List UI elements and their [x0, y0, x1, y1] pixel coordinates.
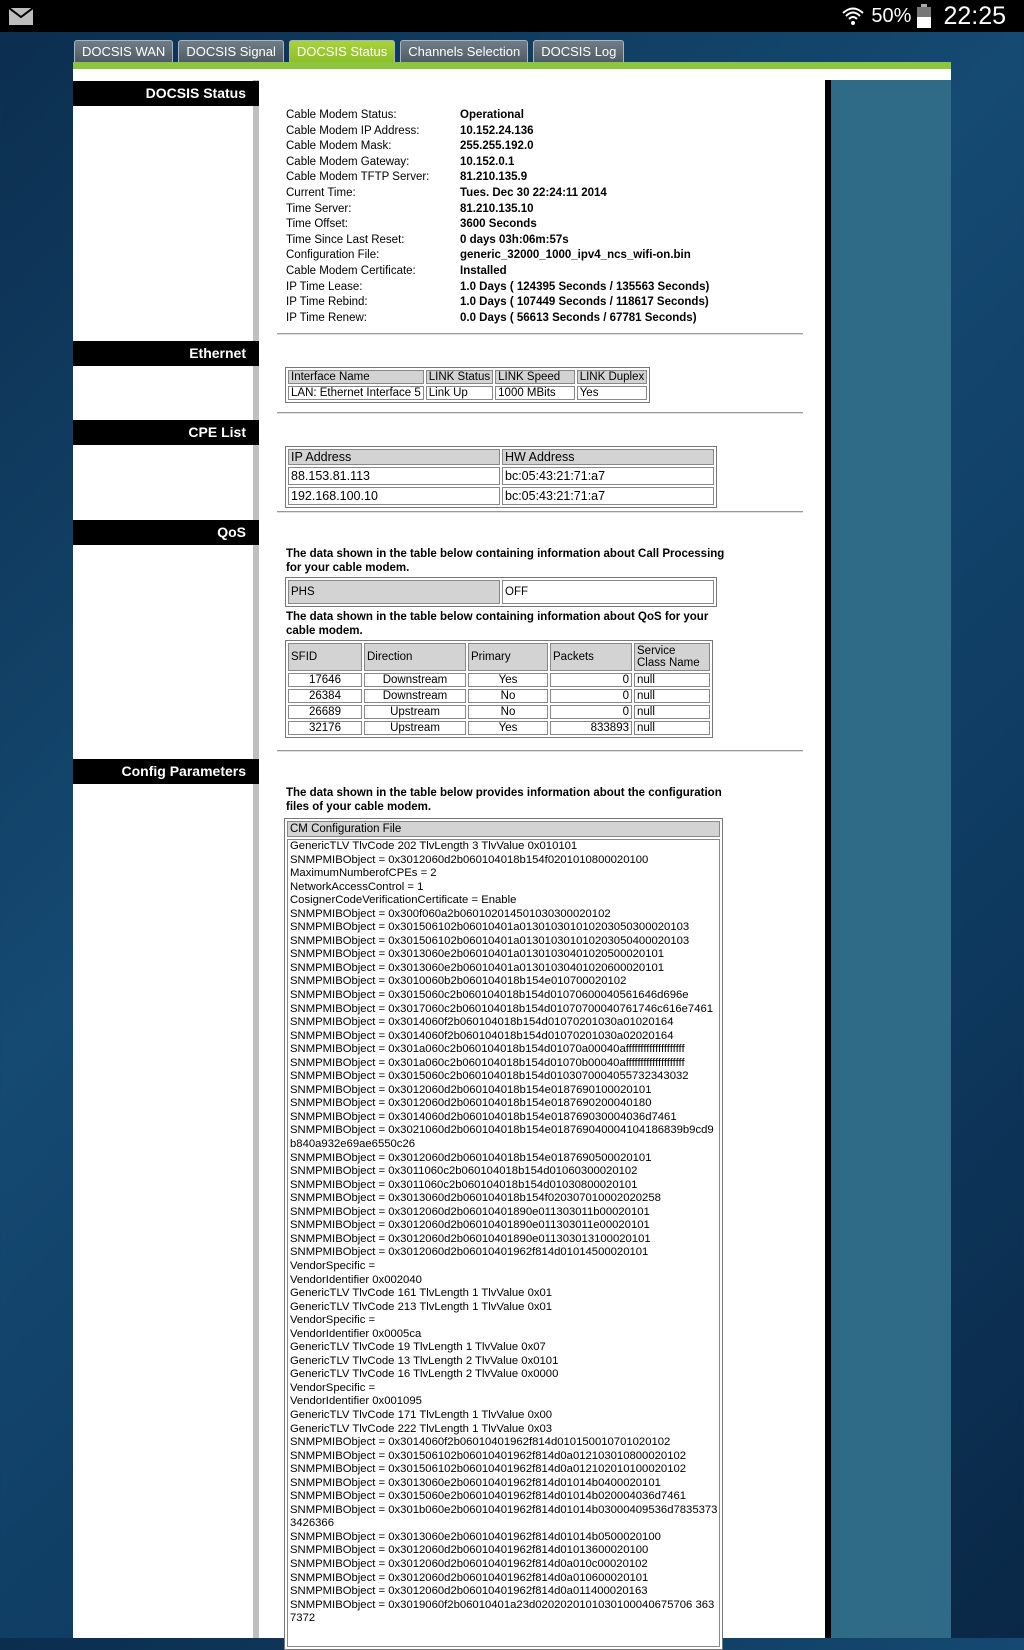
- config-line: GenericTLV TlvCode 16 TlvLength 2 TlvValue 0x0000: [290, 1368, 559, 1381]
- status-value: Installed: [460, 264, 507, 277]
- table-cell: Downstream: [364, 689, 466, 703]
- table-cell: 192.168.100.10: [288, 487, 500, 505]
- status-value: 81.210.135.10: [460, 202, 534, 215]
- status-key: Cable Modem Status:: [286, 109, 397, 121]
- config-table: [284, 818, 723, 1650]
- table-cell: null: [634, 673, 710, 687]
- status-key: IP Time Lease:: [286, 280, 363, 293]
- config-line: VendorSpecific =: [290, 1314, 376, 1327]
- battery-icon: [917, 4, 931, 28]
- table-row: [288, 467, 714, 485]
- status-value: 10.152.0.1: [460, 155, 515, 168]
- config-line: SNMPMIBObject = 0x3014060d2b060104018b154e0187690300040​36d7461: [290, 1110, 677, 1123]
- config-line: VendorIdentifier 0x0005ca: [290, 1327, 422, 1340]
- tab-docsis-wan[interactable]: DOCSIS WAN: [74, 40, 173, 63]
- qos-table: [285, 640, 713, 738]
- config-file-contents: [287, 839, 720, 1647]
- config-line: SNMPMIBObject = 0x301506102b06010401a01301030101020305030002010​3: [290, 921, 690, 934]
- status-key: Cable Modem Mask:: [286, 140, 392, 153]
- status-value: 0.0 Days ( 56613 Seconds / 67781 Seconds): [460, 311, 697, 324]
- config-line: SNMPMIBObject = 0x3013060e2b06010401a0130103040102060002010​1: [290, 961, 665, 974]
- config-line: SNMPMIBObject = 0x3015060e2b06010401962f814d01014b020004036d7461: [290, 1490, 687, 1503]
- config-line: SNMPMIBObject = 0x3012060d2b06010401890e011303013100020101: [290, 1232, 651, 1245]
- config-line: SNMPMIBObject = 0x3012060d2b060104018b154e0187690100020101: [290, 1083, 652, 1096]
- config-line: SNMPMIBObject = 0x301506102b06010401a01301030101020305040002010​3: [290, 934, 690, 947]
- table-cell: Yes: [577, 386, 648, 400]
- config-line: SNMPMIBObject = 0x3012060d2b06010401962f814d0a010c00020102: [290, 1557, 648, 1570]
- config-line: GenericTLV TlvCode 202 TlvLength 3 TlvValue 0x010101: [290, 840, 578, 852]
- section-label-config: Config Parameters: [73, 759, 253, 784]
- table-cell: bc:05:43:21:71:a7: [502, 467, 714, 485]
- config-line: SNMPMIBObject = 0x3011060c2b060104018b154d01030800020101: [290, 1178, 638, 1191]
- status-key: Time Offset:: [286, 218, 348, 231]
- table-cell: Yes: [468, 673, 548, 687]
- status-row: [286, 155, 709, 171]
- status-value: Tues. Dec 30 22:24:11 2014: [460, 186, 607, 199]
- left-panel: [73, 80, 253, 1638]
- table-cell: 0: [550, 705, 632, 719]
- phs-table: [285, 577, 717, 607]
- config-line: CosignerCodeVerificationCertificate = Enable: [290, 894, 517, 907]
- config-line: SNMPMIBObject = 0x3019060f2b06010401a23d0202020101030100040675706 3637372: [290, 1598, 715, 1625]
- table-header: SFID: [288, 643, 362, 671]
- table-row: [288, 673, 710, 687]
- config-line: NetworkAccessControl = 1: [290, 880, 424, 893]
- status-row: [286, 186, 709, 202]
- table-header: Interface Name: [288, 370, 424, 384]
- tab-underline: [73, 62, 951, 69]
- config-line: SNMPMIBObject = 0x3012060d2b06010401962f814d0a010600020101: [290, 1571, 649, 1584]
- table-header: Direction: [364, 643, 466, 671]
- section-label-cpe-list: CPE List: [73, 420, 253, 445]
- table-cell: null: [634, 721, 710, 735]
- status-row: [286, 124, 709, 140]
- table-header: Primary: [468, 643, 548, 671]
- status-key: Time Server:: [286, 202, 352, 215]
- status-value: 1.0 Days ( 107449 Seconds / 118617 Seconds): [460, 296, 709, 309]
- status-list: [286, 108, 709, 326]
- table-row: [288, 721, 710, 735]
- config-line: SNMPMIBObject = 0x3014060f2b06010401962f814d010150010701020102: [290, 1436, 671, 1449]
- divider: [277, 412, 803, 414]
- table-cell: 88.153.81.113: [288, 467, 500, 485]
- mail-icon: [9, 8, 33, 25]
- config-line: SNMPMIBObject = 0x3015060c2b060104018b154d01070600040561646d696e: [290, 989, 689, 1002]
- table-cell: Downstream: [364, 673, 466, 687]
- table-cell: No: [468, 705, 548, 719]
- status-value: generic_32000_1000_ipv4_ncs_wifi-on.bin: [460, 249, 691, 262]
- clock: 22:25: [943, 1, 1006, 30]
- table-row: [288, 487, 714, 505]
- config-line: GenericTLV TlvCode 13 TlvLength 2 TlvValue 0x0101: [290, 1354, 559, 1367]
- config-line: VendorSpecific =: [290, 1259, 376, 1272]
- status-value: 0 days 03h:06m:57s: [460, 233, 569, 246]
- config-line: GenericTLV TlvCode 19 TlvLength 1 TlvValue 0x07: [290, 1341, 546, 1354]
- table-cell: No: [468, 689, 548, 703]
- phs-label: PHS: [288, 580, 500, 604]
- table-cell: Yes: [468, 721, 548, 735]
- table-cell: Link Up: [426, 386, 493, 400]
- table-cell: 0: [550, 673, 632, 687]
- ethernet-table: [285, 367, 650, 403]
- config-line: SNMPMIBObject = 0x301506102b06010401962f814d0a0121020101000201​02: [290, 1463, 687, 1476]
- table-row: [288, 705, 710, 719]
- config-line: SNMPMIBObject = 0x3012060d2b06010401962f814d01014500020101: [290, 1246, 649, 1259]
- config-line: SNMPMIBObject = 0x3013060d2b060104018b154f020307010002020258: [290, 1192, 661, 1205]
- table-cell: Upstream: [364, 705, 466, 719]
- status-row: [286, 170, 709, 186]
- config-line: VendorIdentifier 0x001095: [290, 1395, 422, 1408]
- config-line: GenericTLV TlvCode 222 TlvLength 1 TlvValue 0x03: [290, 1422, 553, 1435]
- cpe-table: [285, 446, 717, 508]
- status-row: [286, 108, 709, 124]
- tab-bar: [74, 40, 624, 63]
- status-row: [286, 233, 709, 249]
- config-line: SNMPMIBObject = 0x300f060a2b06010201450103030002010​2: [290, 907, 611, 920]
- status-key: Cable Modem IP Address:: [286, 124, 420, 137]
- config-line: VendorSpecific =: [290, 1381, 376, 1394]
- status-key: Cable Modem Certificate:: [286, 264, 416, 277]
- status-row: [286, 248, 709, 264]
- config-line: SNMPMIBObject = 0x301a060c2b060104018b154d01070a00040affffffffffffffffffff: [290, 1043, 685, 1056]
- tab-channels-selection[interactable]: Channels Selection: [400, 40, 528, 63]
- config-line: SNMPMIBObject = 0x3012060d2b060104018b154e0187690500020101: [290, 1151, 652, 1164]
- status-key: Cable Modem TFTP Server:: [286, 171, 430, 184]
- config-line: SNMPMIBObject = 0x3015060c2b060104018b154d01030700040557323430​32: [290, 1070, 689, 1083]
- table-cell: 0: [550, 689, 632, 703]
- status-key: Configuration File:: [286, 249, 380, 262]
- config-line: SNMPMIBObject = 0x301a060c2b060104018b154d01070b00040affffffffffffffffffff: [290, 1056, 685, 1069]
- table-header: IP Address: [288, 449, 500, 465]
- config-line: SNMPMIBObject = 0x3013060e2b06010401a0130103040102050002010​1: [290, 948, 665, 961]
- status-key: Time Since Last Reset:: [286, 233, 405, 246]
- status-row: [286, 217, 709, 233]
- status-row: [286, 311, 709, 327]
- status-bar: [0, 0, 1024, 32]
- table-row: [288, 689, 710, 703]
- tab-docsis-status[interactable]: DOCSIS Status: [289, 40, 395, 63]
- config-line: GenericTLV TlvCode 213 TlvLength 1 TlvValue 0x01: [290, 1300, 553, 1313]
- qos-note-qos: The data shown in the table below containing information about QoS for your cable modem.: [286, 611, 709, 637]
- status-value: 3600 Seconds: [460, 218, 537, 231]
- status-key: Cable Modem Gateway:: [286, 155, 410, 168]
- status-row: [286, 202, 709, 218]
- config-line: SNMPMIBObject = 0x3012060d2b060104018b154e0187690200040180: [290, 1097, 652, 1110]
- table-header: LINK Duplex: [577, 370, 648, 384]
- table-cell: null: [634, 689, 710, 703]
- phs-value: OFF: [502, 580, 714, 604]
- config-line: VendorIdentifier 0x002040: [290, 1273, 422, 1286]
- config-line: SNMPMIBObject = 0x3010060b2b060104018b154e010700020102: [290, 975, 627, 988]
- status-value: 1.0 Days ( 124395 Seconds / 135563 Seconds): [460, 280, 710, 293]
- wifi-icon: [841, 5, 865, 27]
- config-line: GenericTLV TlvCode 161 TlvLength 1 TlvValue 0x01: [290, 1287, 553, 1300]
- status-key: IP Time Rebind:: [286, 296, 368, 309]
- table-cell: 26689: [288, 705, 362, 719]
- table-row: [288, 580, 714, 604]
- config-line: SNMPMIBObject = 0x3021060d2b060104018b154e018769040004104186839b9cd9b840a932e69ae6550c26: [290, 1124, 714, 1151]
- table-cell: 17646: [288, 673, 362, 687]
- tab-docsis-signal[interactable]: DOCSIS Signal: [178, 40, 284, 63]
- divider: [277, 333, 803, 335]
- config-line: SNMPMIBObject = 0x3012060d2b06010401890e011303011b00020101: [290, 1205, 650, 1218]
- tab-docsis-log[interactable]: DOCSIS Log: [533, 40, 624, 63]
- status-key: Current Time:: [286, 186, 356, 199]
- status-row: [286, 139, 709, 155]
- status-value: Operational: [460, 109, 524, 121]
- divider: [277, 511, 803, 513]
- table-header: Service Class Name: [634, 643, 710, 671]
- status-key: IP Time Renew:: [286, 311, 367, 324]
- config-note: The data shown in the table below provides information about the configuration files of your cable modem.: [286, 787, 722, 813]
- config-line: SNMPMIBObject = 0x301b060e2b06010401962f814d01014b03000409536d78353733426366: [290, 1503, 718, 1530]
- status-row: [286, 295, 709, 311]
- config-line: MaximumNumberofCPEs = 2: [290, 867, 437, 880]
- section-label-qos: QoS: [73, 520, 253, 545]
- table-header: LINK Status: [426, 370, 493, 384]
- table-cell: 1000 MBits: [495, 386, 575, 400]
- right-panel: [831, 80, 951, 1638]
- config-table-header: CM Configuration File: [287, 821, 720, 837]
- table-cell: bc:05:43:21:71:a7: [502, 487, 714, 505]
- config-line: SNMPMIBObject = 0x3017060c2b060104018b154d01070700040761746c616e7461: [290, 1002, 714, 1015]
- header-spacer: [73, 69, 951, 80]
- status-value: 81.210.135.9: [460, 171, 528, 184]
- config-line: SNMPMIBObject = 0x3012060d2b060104018b154f0201010800020100: [290, 853, 649, 866]
- table-cell: 833893: [550, 721, 632, 735]
- table-cell: 26384: [288, 689, 362, 703]
- table-cell: null: [634, 705, 710, 719]
- config-line: SNMPMIBObject = 0x3013060e2b06010401962f814d01014b0400020101: [290, 1476, 661, 1489]
- table-header: HW Address: [502, 449, 714, 465]
- table-header: Packets: [550, 643, 632, 671]
- config-line: GenericTLV TlvCode 171 TlvLength 1 TlvValue 0x00: [290, 1408, 553, 1421]
- status-value: 10.152.24.136: [460, 124, 534, 137]
- status-row: [286, 264, 709, 280]
- status-row: [286, 280, 709, 296]
- table-cell: 32176: [288, 721, 362, 735]
- table-header: LINK Speed: [495, 370, 575, 384]
- config-line: SNMPMIBObject = 0x301506102b06010401962f814d0a012103010800020102: [290, 1449, 687, 1462]
- config-line: SNMPMIBObject = 0x3014060f2b060104018b154d01070201030a01020164: [290, 1016, 674, 1029]
- table-row: [288, 386, 647, 400]
- qos-note-call-processing: The data shown in the table below containing information about Call Processing for your cable modem.: [286, 548, 725, 574]
- section-label-ethernet: Ethernet: [73, 341, 253, 366]
- table-cell: LAN: Ethernet Interface 5: [288, 386, 424, 400]
- config-line: SNMPMIBObject = 0x3014060f2b060104018b154d01070201030a02020164: [290, 1029, 674, 1042]
- section-label-docsis-status: DOCSIS Status: [73, 81, 253, 106]
- config-line: SNMPMIBObject = 0x3012060d2b06010401890e011303011e00020101: [290, 1219, 650, 1232]
- config-line: SNMPMIBObject = 0x3012060d2b06010401962f814d01013600020100: [290, 1544, 649, 1557]
- battery-percent: 50%: [871, 4, 912, 27]
- table-cell: Upstream: [364, 721, 466, 735]
- config-line: SNMPMIBObject = 0x3012060d2b06010401962f814d0a011400020163: [290, 1585, 648, 1598]
- status-value: 255.255.192.0: [460, 140, 534, 153]
- divider: [277, 750, 803, 752]
- config-line: SNMPMIBObject = 0x3013060e2b06010401962f814d01014b0500020100: [290, 1530, 661, 1543]
- config-line: SNMPMIBObject = 0x3011060c2b060104018b154d01060300020102: [290, 1165, 638, 1178]
